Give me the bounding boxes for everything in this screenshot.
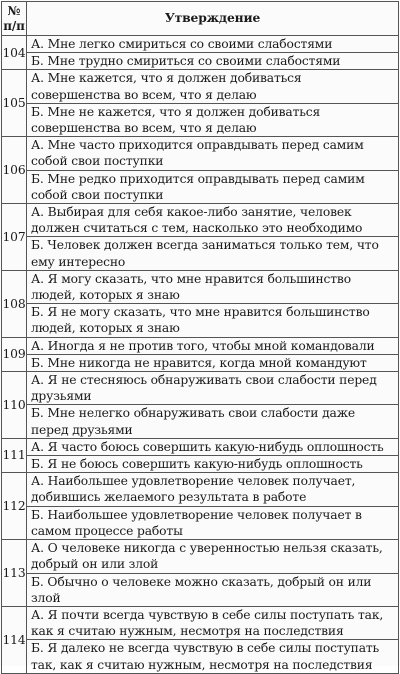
- table-row: [2, 354, 399, 371]
- table-row: [2, 237, 399, 270]
- statement-b: Б. Я не могу сказать, что мне нравится большинство людей, которых я знаю: [27, 304, 399, 337]
- statement-a: А. Мне кажется, что я должен добиваться совершенства во всем, что я делаю: [27, 70, 399, 103]
- statement-b: Б. Человек должен всегда заниматься только тем, что ему интересно: [27, 237, 399, 270]
- table-row: [2, 170, 399, 203]
- number-header-line1: №: [7, 3, 21, 18]
- item-number: 105: [2, 70, 27, 137]
- statement-a: А. Я не стесняюсь обнаруживать свои слабости перед друзьями: [27, 372, 399, 405]
- table-row: [2, 473, 399, 506]
- table-row: [2, 606, 399, 639]
- statement-a: А. Я могу сказать, что мне нравится большинство людей, которых я знаю: [27, 270, 399, 303]
- statement-b: Б. Наибольшее удовлетворение человек получает в самом процессе работы: [27, 506, 399, 539]
- statement-column-header: Утверждение: [27, 2, 399, 36]
- item-number: 113: [2, 540, 27, 607]
- item-number: 112: [2, 473, 27, 540]
- statement-a: А. Я часто боюсь совершить какую-нибудь оплошность: [27, 438, 399, 455]
- questionnaire-table: [1, 1, 399, 674]
- statement-a: А. Иногда я не против того, чтобы мной командовали: [27, 337, 399, 354]
- table-row: [2, 270, 399, 303]
- table-row: [2, 456, 399, 473]
- statement-b: Б. Я далеко не всегда чувствую в себе силы поступать так, как я считаю нужным, несмотря на последствия: [27, 640, 399, 673]
- table-row: [2, 438, 399, 455]
- item-number: 107: [2, 204, 27, 271]
- table-row: [2, 337, 399, 354]
- statement-a: А. Выбирая для себя какое-либо занятие, человек должен считаться с тем, насколько это необходимо: [27, 204, 399, 237]
- table-row: [2, 103, 399, 136]
- statement-a: А. О человеке никогда с уверенностью нельзя сказать, добрый он или злой: [27, 540, 399, 573]
- statement-b: Б. Мне трудно смириться со своими слабостями: [27, 53, 399, 70]
- item-number: 110: [2, 372, 27, 439]
- number-column-header: [2, 2, 27, 36]
- item-number: 106: [2, 137, 27, 204]
- table-row: [2, 372, 399, 405]
- table-row: [2, 36, 399, 53]
- table-row: [2, 640, 399, 673]
- table-row: [2, 405, 399, 438]
- item-number: 104: [2, 36, 27, 70]
- statement-a: А. Мне часто приходится оправдывать перед самим собой свои поступки: [27, 137, 399, 170]
- statement-b: Б. Мне нелегко обнаруживать свои слабости даже перед друзьями: [27, 405, 399, 438]
- item-number: 114: [2, 606, 27, 673]
- table-row: [2, 540, 399, 573]
- statement-a: А. Мне легко смириться со своими слабостями: [27, 36, 399, 53]
- table-row: [2, 304, 399, 337]
- table-row: [2, 70, 399, 103]
- statement-b: Б. Обычно о человеке можно сказать, добрый он или злой: [27, 573, 399, 606]
- item-number: 108: [2, 270, 27, 337]
- table-row: [2, 204, 399, 237]
- statement-b: Б. Я не боюсь совершить какую-нибудь оплошность: [27, 456, 399, 473]
- table-row: [2, 573, 399, 606]
- item-number: 111: [2, 438, 27, 472]
- header-row: [2, 2, 399, 36]
- table-row: [2, 137, 399, 170]
- statement-b: Б. Мне редко приходится оправдывать перед самим собой свои поступки: [27, 170, 399, 203]
- statement-b: Б. Мне не кажется, что я должен добиваться совершенства во всем, что я делаю: [27, 103, 399, 136]
- item-number: 109: [2, 337, 27, 371]
- number-header-line2: п/п: [3, 18, 25, 33]
- statement-b: Б. Мне никогда не нравится, когда мной командуют: [27, 354, 399, 371]
- statement-a: А. Наибольшее удовлетворение человек получает, добившись желаемого результата в работе: [27, 473, 399, 506]
- table-row: [2, 506, 399, 539]
- table-row: [2, 53, 399, 70]
- statement-a: А. Я почти всегда чувствую в себе силы поступать так, как я считаю нужным, несмотря на последствия: [27, 606, 399, 639]
